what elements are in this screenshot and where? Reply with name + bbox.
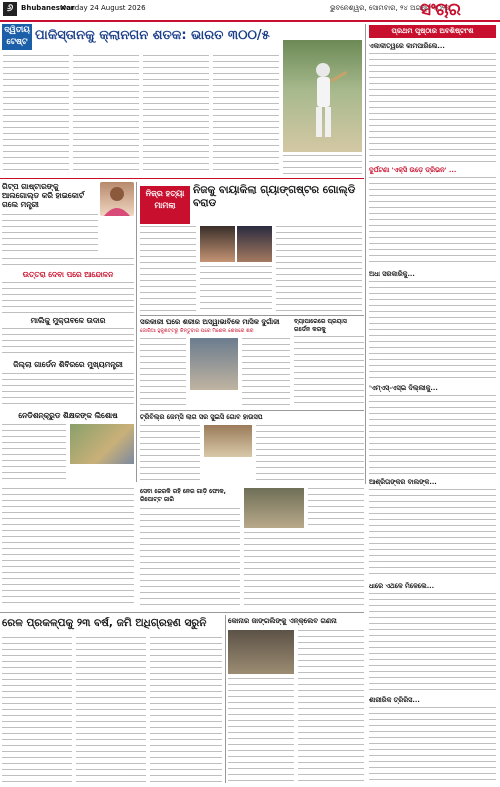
right-sub-4: 'ଏମ୍‌ଏସ୍‌-ଏସ୍‌ଇ ଦିଲ୍ଲୀକୁ... xyxy=(369,384,438,392)
bottom-body-2 xyxy=(76,637,146,783)
right-sub-3: ଅଧା ସରକାରିକୁ... xyxy=(369,270,415,278)
right-sub-7: ଶାରୀରିକ ତ୍ରିରିସ... xyxy=(369,696,420,704)
date-english: Monday 24 August 2026 xyxy=(60,4,146,12)
top-story-col-2 xyxy=(73,55,139,175)
left-head-2: ଉତ୍ତରା ଦେବା ପରେ ଆନ୍ଦୋଳନ xyxy=(22,270,114,279)
left-body-3 xyxy=(2,328,134,358)
vertical-rule-2 xyxy=(365,24,366,484)
left-column xyxy=(2,182,134,482)
left-body-2 xyxy=(2,282,134,314)
left-head-1: ଗିଟ୍‌ପ ଗାଷ୍ଟାରଙ୍କୁ ଆଲଗୋଲ୍ଡ କରି ହାଇକୋର୍ଟ ଗଲେ ମନ୍ତ୍ରୀ xyxy=(2,182,85,209)
bottom-body-4 xyxy=(298,630,364,783)
right-kicker-text: ପ୍ରଥମ ପୃଷ୍ଠାର ଅବଶିଷ୍ଟାଂଶ xyxy=(391,27,474,35)
school-photo xyxy=(70,424,134,464)
divider-mid xyxy=(140,315,364,316)
bottom-body-1 xyxy=(2,637,72,783)
house-photo xyxy=(190,338,238,390)
divider-bottom xyxy=(0,612,364,613)
mid-headline: ନିଜକୁ ବାୟାକିଲା ଗ୍ୟାଙ୍ଗଷ୍ଟର ଗୋଲ୍ଡି ବରାଡ xyxy=(193,184,356,209)
mid-body-9 xyxy=(140,508,240,608)
mid-sub1b: ଜୋରିଆ ହୁକୁଶଟ୍ଟରୁ କିନ୍ତୁବାର ପରେ ମିଶେଲ ଶେଖରେ ଶର xyxy=(140,328,254,334)
person-portrait-icon xyxy=(100,182,134,216)
city-label: Bhubaneswar xyxy=(21,4,75,12)
mid-sub3: ଟ୍ରିବିଲ୍‌ର ଜେମ୍‌ସି ଲାଗ ସର ସୁଇସି ଗୋବ ହାଉସପ xyxy=(140,413,263,421)
top-story-col-4 xyxy=(213,55,279,175)
divider-mid-2 xyxy=(140,410,364,411)
news-photo-2 xyxy=(204,425,252,457)
suspect-photo-2 xyxy=(237,226,272,262)
right-body-3 xyxy=(369,281,496,381)
mid-body-1 xyxy=(140,226,196,312)
vertical-rule-3 xyxy=(225,615,226,783)
top-story-kicker-text: ଦ୍ୱିତୀୟ ଟେଷ୍ଟ xyxy=(4,25,30,46)
mid-body-4 xyxy=(140,338,186,408)
mid-body-2 xyxy=(200,266,272,312)
mid-body-6 xyxy=(294,336,364,408)
page-number: ୬ xyxy=(3,2,17,16)
bottom-headline: ରେଳ ପ୍ରକଳ୍ପକୁ ୨୩ ବର୍ଷ, ଜମି ଅଧିଗ୍ରହଣ ସରୁନି xyxy=(2,617,207,629)
right-body-6 xyxy=(369,593,496,693)
suspect-photo-1 xyxy=(200,226,235,262)
bottom-body-3 xyxy=(150,637,222,783)
mid-body-7 xyxy=(140,425,200,485)
left-body-1b xyxy=(2,258,134,268)
right-sub-1: ଏକାକୀତ୍ୱରେ କାମପାରିଲେ... xyxy=(369,42,445,50)
right-sub-6: ଧାରେ ଏଥଳେ ମିଳେଲେ... xyxy=(369,582,435,590)
right-body-2 xyxy=(369,177,496,267)
news-photo-3 xyxy=(244,488,304,528)
left-body-6 xyxy=(2,488,134,608)
left-body-1 xyxy=(2,214,98,256)
minister-portrait xyxy=(100,182,134,216)
right-body-5 xyxy=(369,489,496,579)
date-odia: ଭୁବନେଶ୍ୱର, ସୋମବାର, ୨୪ ଅଗଷ୍ଟ ୨୦୨୬ xyxy=(330,4,450,12)
top-story-kicker xyxy=(2,24,32,50)
left-head-5: ନେଡିଶନ୍‌କ୍ରୁଡ ଶିକ୍ଷକଙ୍କ ଲିଶୋଷ xyxy=(18,411,118,420)
mid-kicker-text: ନିଜ୍‌ର ହତ୍ୟା ମାମଲା xyxy=(145,189,185,210)
mid-kicker xyxy=(140,186,190,224)
cricket-batsman-photo xyxy=(283,40,362,152)
divider-top-story xyxy=(0,178,364,179)
news-photo-4 xyxy=(228,630,294,674)
vertical-rule-1 xyxy=(136,182,137,482)
top-story-headline: ପାକିସ୍ତାନକୁ କ୍ଲାନଗନ ଶତକ: ଭାରତ ୩୦୦/୫ xyxy=(35,28,270,43)
right-head-2: ଦୁର୍ଘଟଣା 'ଏକ୍ସି ଉଡ଼େ ଡ୍ରିଭନ' ... xyxy=(369,166,457,174)
left-head-3: ମାଲିକୁ ମୁକ୍ତାବଳେ ଉଦାର xyxy=(30,316,106,325)
left-body-5 xyxy=(2,424,66,480)
left-head-4: ଜିଲ୍ଲା ଗାର୍ଡେନ ଶିବିରରେ ମୁଖ୍ୟମନ୍ତ୍ରୀ xyxy=(13,360,123,369)
left-body-4 xyxy=(2,373,134,409)
mid-body-3 xyxy=(276,226,362,312)
mid-body-5 xyxy=(242,338,290,408)
mid-body-8 xyxy=(256,425,364,485)
right-body-1 xyxy=(369,53,496,163)
top-story-col-1 xyxy=(3,55,69,175)
right-kicker xyxy=(369,25,496,38)
top-story-col-3 xyxy=(143,55,209,175)
batsman-figure-icon xyxy=(283,40,362,152)
bottom-right-headline: କୋନାର ଜାଙ୍ଗଲିଙ୍କୁ ଏନ୍‌କ୍ଲେବ ଗଣନା xyxy=(228,617,337,625)
newspaper-logo: ସଂଚାର xyxy=(420,0,461,20)
bottom-body-5 xyxy=(228,678,294,783)
right-sub-5: ଆଶ୍ରିତାଙ୍କର ବାଲଙ୍କ... xyxy=(369,478,437,486)
right-body-4 xyxy=(369,395,496,475)
mid-body-11 xyxy=(308,488,364,530)
mid-body-10 xyxy=(244,532,364,608)
masthead xyxy=(0,0,500,22)
mid-sub1: ସରକାରୀ ଘରେ ଶରୀର ଅସ୍ୱାଭାବିକେ ମାସିକ ଦୁର୍ଗାଜୀ xyxy=(140,318,280,326)
mid-sub2: ବ୍ୟାପାରେରେ ପ୍ରୟାସ ଗର୍ଡେନ କରକୁ xyxy=(294,318,347,333)
right-body-7 xyxy=(369,707,496,783)
photo-caption xyxy=(283,155,362,175)
mid-sub4: ସେବା ଜେରକି ରହି ନେର ଗାଡ଼ି ଫୋକ, ରିପୋଟ୍ଟ ଜାରି xyxy=(140,488,226,503)
